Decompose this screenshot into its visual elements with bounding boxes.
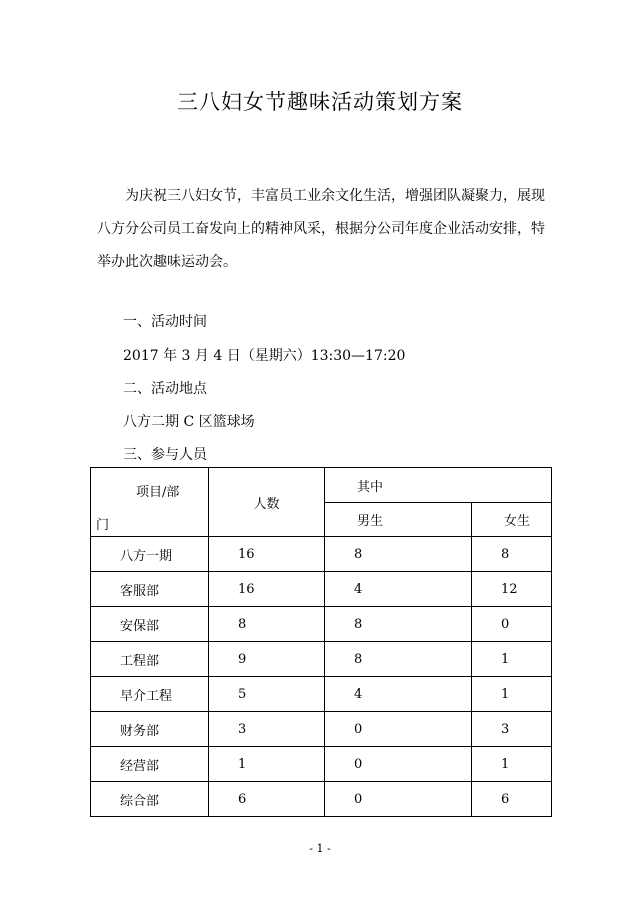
cell-dept: 经营部 bbox=[91, 747, 209, 782]
intro-paragraph: 为庆祝三八妇女节，丰富员工业余文化生活，增强团队凝聚力，展现八方分公司员工奋发向上的精神风采，根据分公司年度企业活动安排，特举办此次趣味运动会。 bbox=[97, 188, 545, 270]
section-place-value: 八方二期 C 区篮球场 bbox=[123, 414, 255, 430]
cell-dept: 客服部 bbox=[91, 572, 209, 607]
section-people-heading: 三、参与人员 bbox=[123, 447, 207, 463]
table-row bbox=[91, 712, 552, 747]
section-time-value: 2017 年 3 月 4 日（星期六）13:30—17:20 bbox=[123, 348, 406, 364]
cell-count: 9 bbox=[209, 642, 325, 677]
header-item-line1: 项目/部 bbox=[136, 485, 180, 500]
table-row bbox=[91, 537, 552, 572]
cell-female: 12 bbox=[472, 572, 552, 607]
header-male: 男生 bbox=[325, 503, 472, 537]
cell-female: 1 bbox=[472, 642, 552, 677]
table-row bbox=[91, 642, 552, 677]
cell-male: 8 bbox=[325, 642, 472, 677]
section-place-heading: 二、活动地点 bbox=[123, 381, 207, 397]
table-header-row bbox=[91, 468, 552, 503]
table-row bbox=[91, 572, 552, 607]
cell-female: 1 bbox=[472, 747, 552, 782]
header-of-which: 其中 bbox=[325, 468, 552, 503]
cell-male: 0 bbox=[325, 712, 472, 747]
header-item-line2: 门 bbox=[96, 518, 110, 533]
table-row bbox=[91, 607, 552, 642]
cell-male: 0 bbox=[325, 782, 472, 817]
cell-male: 8 bbox=[325, 537, 472, 572]
staff-table bbox=[90, 467, 552, 817]
cell-dept: 早介工程 bbox=[91, 677, 209, 712]
table-row bbox=[91, 747, 552, 782]
cell-dept: 综合部 bbox=[91, 782, 209, 817]
cell-count: 3 bbox=[209, 712, 325, 747]
table-row bbox=[91, 677, 552, 712]
cell-dept: 八方一期 bbox=[91, 537, 209, 572]
header-item-cell bbox=[91, 468, 209, 537]
cell-count: 5 bbox=[209, 677, 325, 712]
page-number: - 1 - bbox=[309, 842, 331, 855]
cell-count: 16 bbox=[209, 572, 325, 607]
table-row bbox=[91, 782, 552, 817]
cell-count: 8 bbox=[209, 607, 325, 642]
cell-male: 8 bbox=[325, 607, 472, 642]
cell-female: 3 bbox=[472, 712, 552, 747]
cell-dept: 工程部 bbox=[91, 642, 209, 677]
cell-dept: 财务部 bbox=[91, 712, 209, 747]
cell-male: 4 bbox=[325, 677, 472, 712]
cell-female: 8 bbox=[472, 537, 552, 572]
cell-dept: 安保部 bbox=[91, 607, 209, 642]
header-count: 人数 bbox=[209, 468, 325, 537]
cell-count: 16 bbox=[209, 537, 325, 572]
header-female: 女生 bbox=[472, 503, 552, 537]
cell-count: 1 bbox=[209, 747, 325, 782]
cell-count: 6 bbox=[209, 782, 325, 817]
cell-male: 4 bbox=[325, 572, 472, 607]
cell-female: 6 bbox=[472, 782, 552, 817]
section-time-heading: 一、活动时间 bbox=[123, 314, 207, 330]
cell-female: 1 bbox=[472, 677, 552, 712]
page-title: 三八妇女节趣味活动策划方案 bbox=[177, 90, 463, 114]
cell-female: 0 bbox=[472, 607, 552, 642]
cell-male: 0 bbox=[325, 747, 472, 782]
